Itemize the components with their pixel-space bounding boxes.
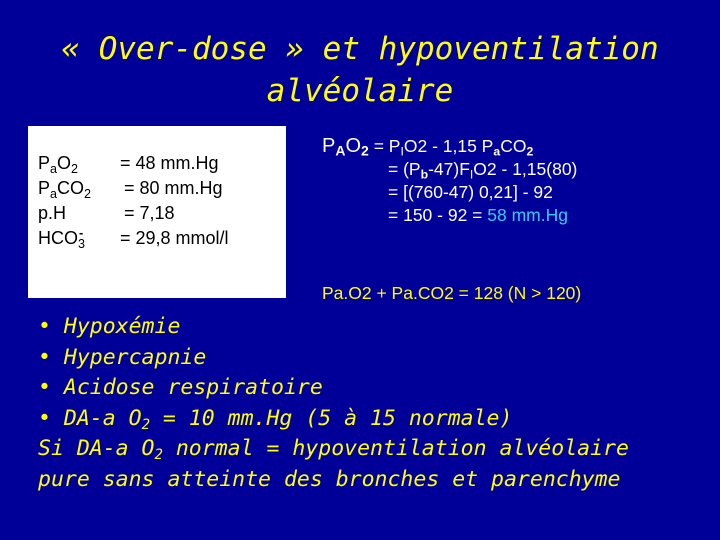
gas-row-hco3 (38, 226, 286, 251)
gas-label-rest: O (57, 153, 72, 173)
equation-line-1 (322, 135, 712, 158)
gas-label: P (38, 153, 51, 173)
gas-label-rest: CO (57, 178, 85, 198)
eq-text: = 150 - 92 = (388, 205, 488, 225)
bullet-hypercapnia: • Hypercapnie (38, 344, 207, 370)
eq-sub: 2 (526, 144, 534, 159)
eq-text: O (345, 135, 362, 157)
eq-text: CO (500, 136, 527, 156)
equation-line-3: = [(760-47) 0,21] - 92 (388, 182, 553, 202)
eq-sub: I (400, 144, 404, 159)
eq-text: = (P (388, 159, 421, 179)
gas-row-pao2 (38, 151, 286, 176)
gas-label-sup: - (79, 226, 84, 240)
title-line-1: « Over-dose » et hypoventilation (61, 31, 659, 67)
equation-line-2 (322, 158, 712, 181)
gas-label-sub: a (50, 186, 58, 201)
eq-sub: I (469, 167, 474, 182)
bullet-hypoxemia: • Hypoxémie (38, 314, 181, 339)
eq-sub: 2 (361, 142, 369, 159)
eq-sub: A (335, 142, 346, 159)
title-line-2: alvéolaire (266, 73, 454, 109)
gas-label: P (38, 178, 51, 198)
bullet-text: • DA-a O (38, 405, 142, 431)
slide-title (30, 28, 690, 112)
gas-label-sub2: 2 (71, 161, 79, 176)
gas-label-sub2: 2 (84, 186, 92, 201)
bullet-sub: 2 (141, 416, 150, 433)
bullet-text: normal = hypoventilation alvéolaire (162, 436, 629, 461)
bullet-sub: 2 (154, 447, 163, 464)
gas-label: HCO (38, 228, 78, 248)
gas-label: p.H (38, 203, 67, 223)
eq-sub: b (420, 167, 429, 182)
gas-value: = 29,8 mmol/l (120, 228, 229, 248)
eq-text: O2 - 1,15(80) (473, 159, 578, 179)
eq-text: P (322, 135, 336, 157)
eq-sub: a (493, 144, 501, 159)
gas-sum-line: Pa.O2 + Pa.CO2 = 128 (N > 120) (322, 283, 582, 303)
eq-result: 58 mm.Hg (487, 205, 568, 225)
gas-row-paco2 (38, 176, 286, 201)
eq-text: = P (368, 136, 401, 156)
bullet-text: Si DA-a O (38, 436, 155, 461)
conclusion-line-2: pure sans atteinte des bronches et parenchyme (38, 466, 621, 492)
alveolar-gas-equation (322, 135, 712, 227)
gas-label-sub: 3 (78, 236, 86, 251)
equation-line-4 (322, 204, 712, 227)
eq-text: -47)F (428, 159, 470, 179)
bullet-acidosis: • Acidose respiratoire (38, 375, 323, 400)
gas-row-ph (38, 201, 286, 226)
conclusion-line-1 (38, 434, 708, 465)
gas-value: = 48 mm.Hg (120, 153, 219, 173)
gas-value: = 80 mm.Hg (124, 178, 223, 198)
gas-value: = 7,18 (124, 203, 175, 223)
bullet-list (38, 312, 708, 495)
bullet-text: = 10 mm.Hg (5 à 15 normale) (149, 405, 513, 431)
eq-text: O2 - 1,15 P (403, 136, 494, 156)
gas-label-sub: a (50, 161, 58, 176)
bullet-da-a (38, 404, 708, 435)
blood-gas-box (28, 126, 286, 298)
